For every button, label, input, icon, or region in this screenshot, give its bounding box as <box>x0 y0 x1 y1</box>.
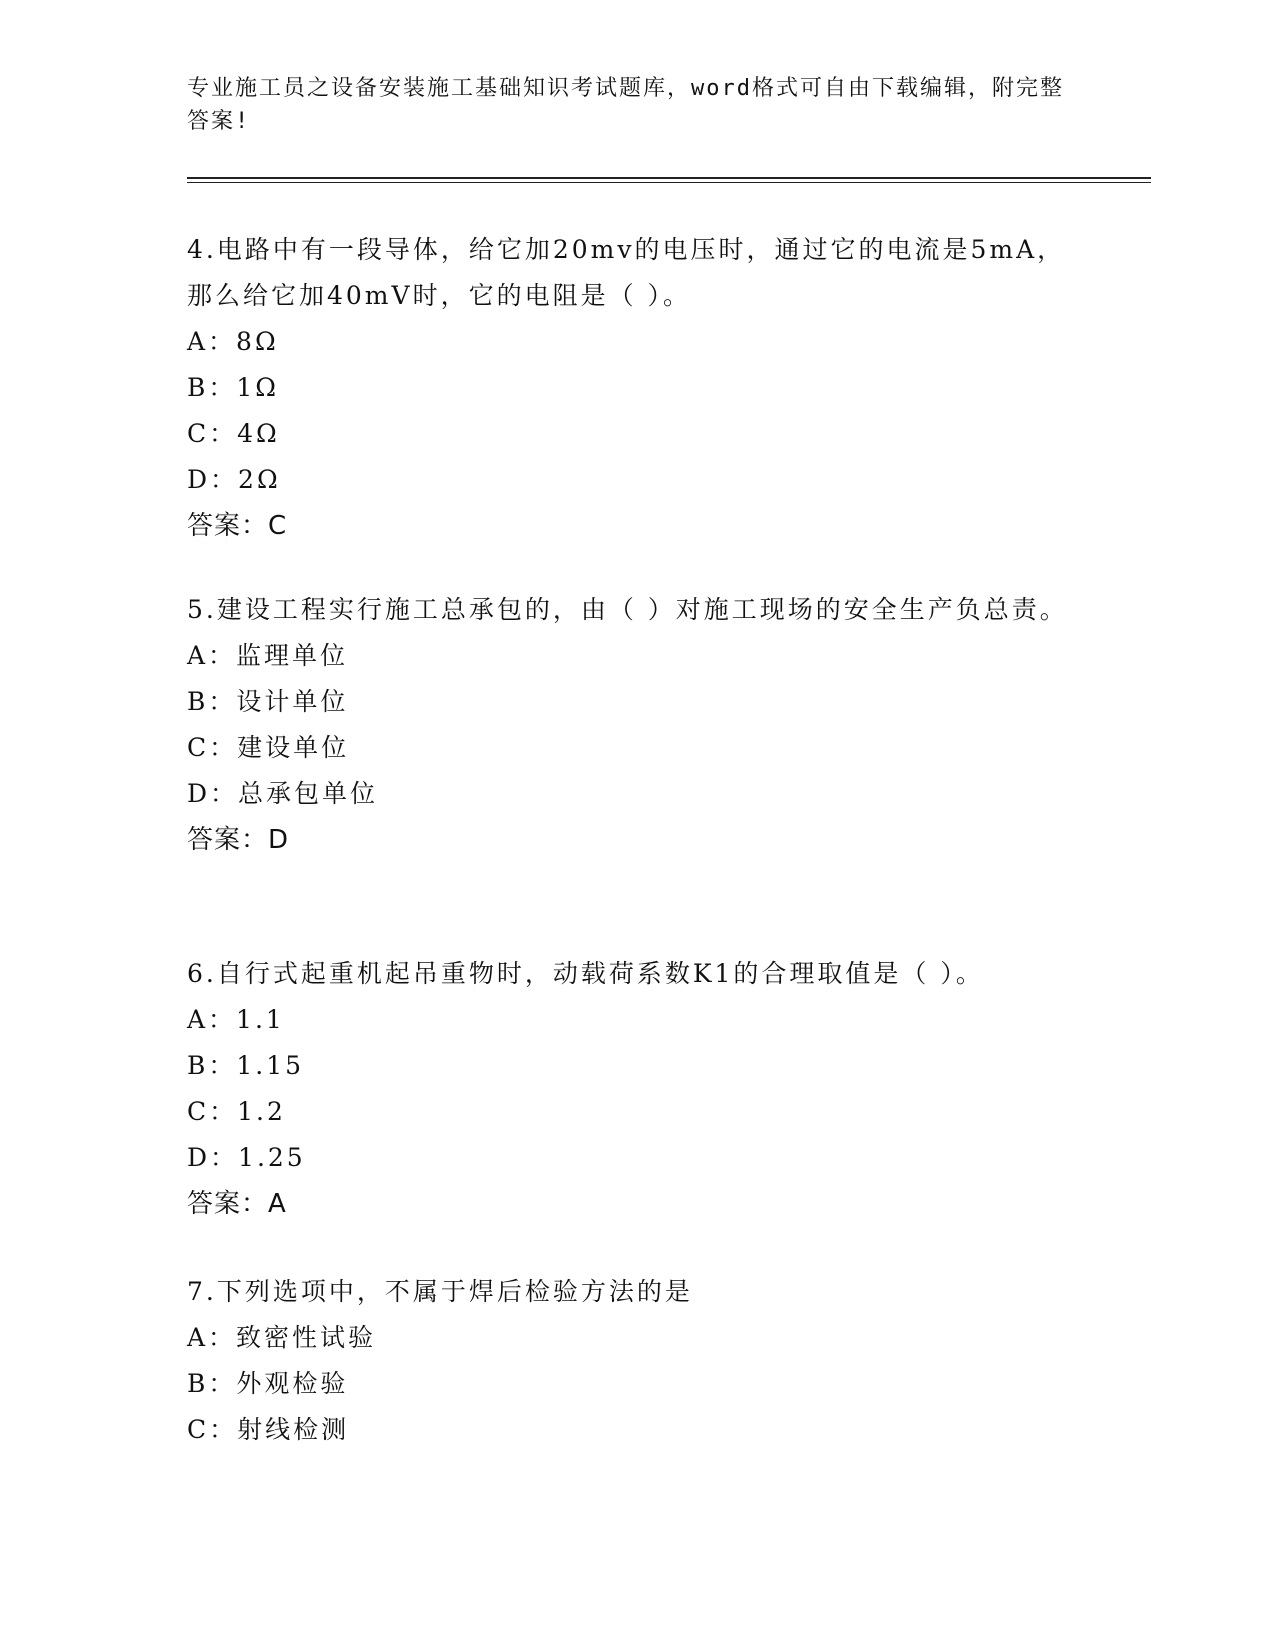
question-4 <box>187 227 1087 549</box>
option-a: A：8Ω <box>187 327 279 356</box>
question-stem: 4.电路中有一段导体，给它加20mv的电压时，通过它的电流是5mA，那么给它加40mV时，它的电阻是（ ）。 <box>187 235 1066 310</box>
option-a: A：1.1 <box>187 1005 285 1034</box>
option-c: C：射线检测 <box>187 1415 350 1444</box>
option-b: B：1.15 <box>187 1051 305 1080</box>
answer-line: 答案：C <box>187 511 288 541</box>
option-a: A：致密性试验 <box>187 1323 377 1352</box>
option-c: C：4Ω <box>187 419 280 448</box>
header-divider-thin <box>187 182 1151 183</box>
answer-line: 答案：A <box>187 1189 287 1219</box>
option-b: B：设计单位 <box>187 687 349 716</box>
answer-line: 答案：D <box>187 825 290 855</box>
option-d: D：2Ω <box>187 465 281 494</box>
question-7 <box>187 1269 1087 1453</box>
question-stem: 7.下列选项中，不属于焊后检验方法的是 <box>187 1277 693 1306</box>
option-c: C：1.2 <box>187 1097 286 1126</box>
option-b: B：外观检验 <box>187 1369 349 1398</box>
question-6 <box>187 951 1087 1227</box>
question-5 <box>187 587 1087 863</box>
option-b: B：1Ω <box>187 373 280 402</box>
question-stem: 6.自行式起重机起吊重物时，动载荷系数K1的合理取值是（ ）。 <box>187 959 984 988</box>
question-stem: 5.建设工程实行施工总承包的，由（ ）对施工现场的安全生产负总责。 <box>187 595 1068 624</box>
option-d: D：1.25 <box>187 1143 306 1172</box>
option-c: C：建设单位 <box>187 733 350 762</box>
header-divider-thick <box>187 177 1151 179</box>
option-d: D：总承包单位 <box>187 779 379 808</box>
document-intro: 专业施工员之设备安装施工基础知识考试题库，word格式可自由下载编辑，附完整答案! <box>187 76 1064 134</box>
option-a: A：监理单位 <box>187 641 349 670</box>
